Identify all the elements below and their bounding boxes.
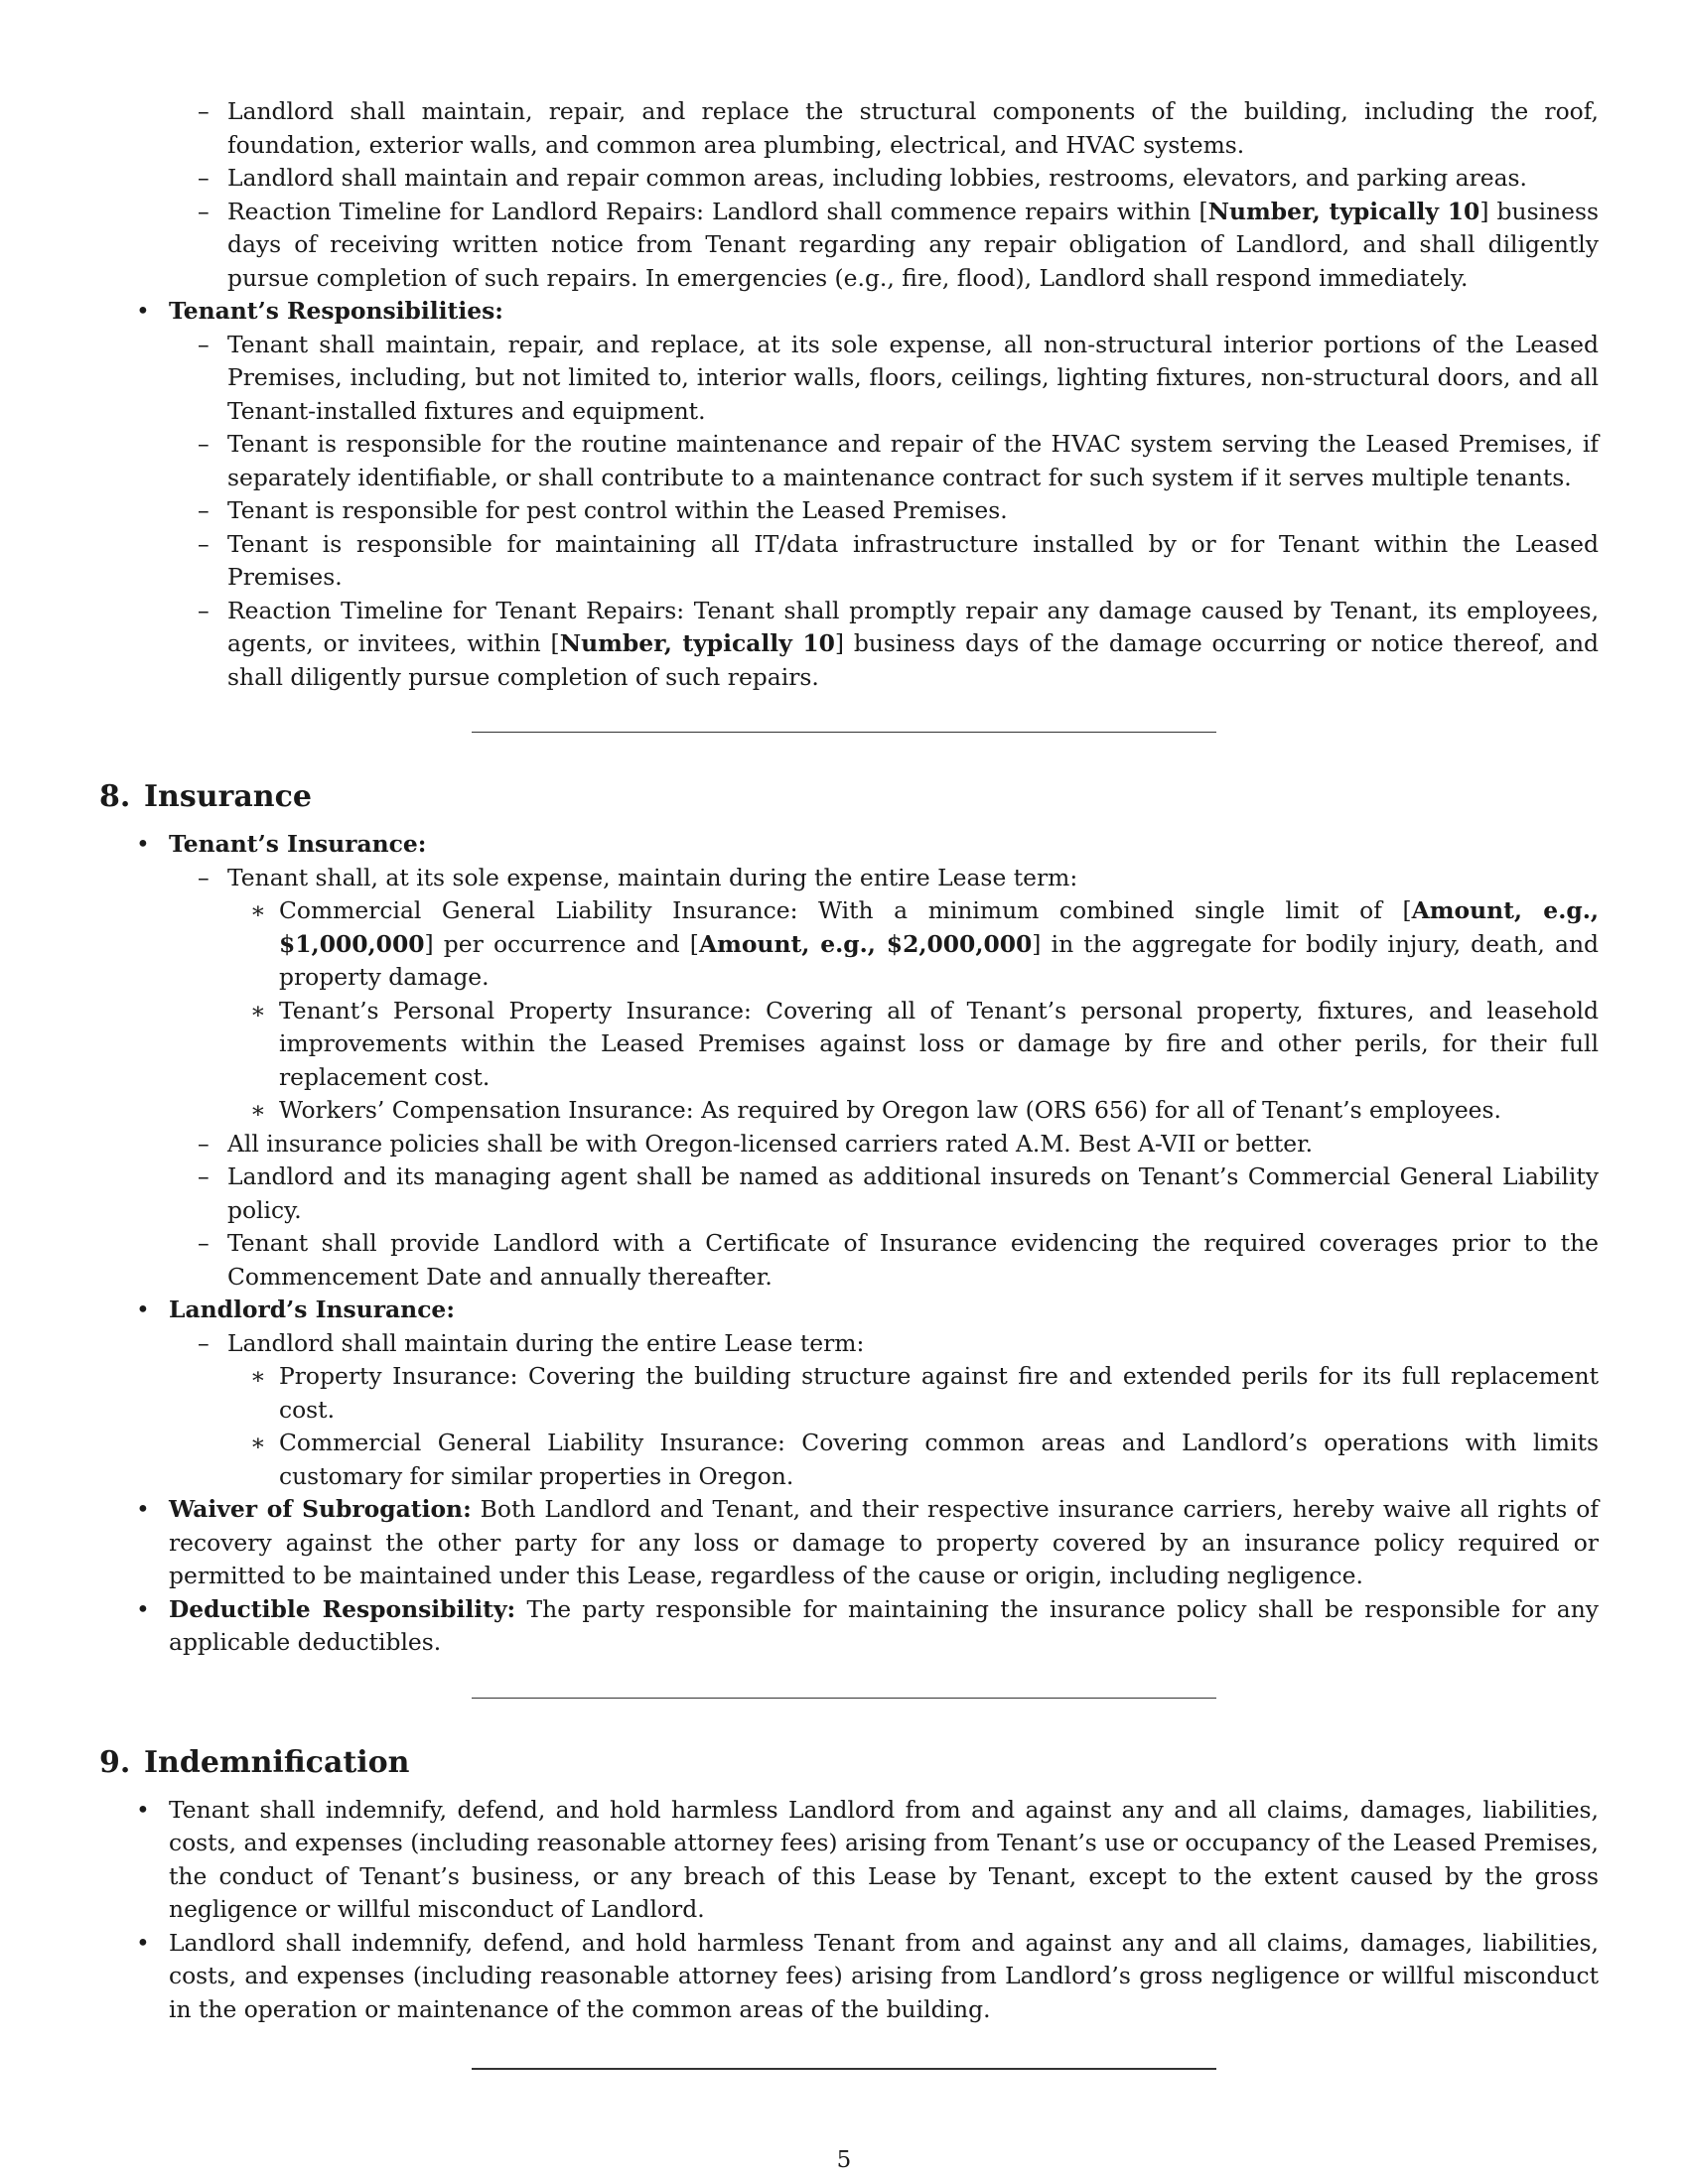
tenant-responsibilities-section — [99, 295, 1599, 329]
tenant-insurance-intro-list — [99, 862, 1599, 895]
list-item: – Reaction Timeline for Landlord Repairs: Landlord shall commence repairs within [Number, typically 10] business days of receiving written notice from Tenant regarding any repair obligation of Landlord, and shall diligently pursue completion of such repairs. In emergencies (e.g., fire, flood), Landlord shall respond immediately. — [198, 197, 1599, 292]
list-item: • Landlord shall indemnify, defend, and hold harmless Tenant from and against any and all claims, damages, liabilities, costs, and expenses (including reasonable attorney fees) arising from Landlord’s gross negligence or willful misconduct in the operation or maintenance of the common areas of the building. — [136, 1928, 1599, 2023]
list-item: ∗ Property Insurance: Covering the building structure against fire and extended perils for its full replacement cost. — [250, 1362, 1599, 1424]
page-content — [99, 95, 1599, 2070]
asterisk-marker: ∗ — [250, 1362, 266, 1390]
tenant-responsibilities-list — [99, 329, 1599, 695]
insurance-general-list — [99, 1493, 1599, 1660]
bullet-marker: • — [136, 297, 150, 325]
deductible-label: Deductible Responsibility: — [169, 1594, 516, 1623]
list-item: – Tenant shall maintain, repair, and replace, at its sole expense, all non-structural interior portions of the Leased Premises, including, but not limited to, interior walls, floors, ceilings, lighting fixtures, non-structural doors, and all Tenant-installed fixtures and equipment. — [198, 330, 1599, 425]
list-item — [99, 1294, 1599, 1327]
tenant-insurance-requirements-list — [99, 1128, 1599, 1295]
list-item: – Landlord shall maintain during the entire Lease term: — [99, 1327, 1599, 1361]
bullet-marker: • — [136, 1594, 150, 1623]
tenant-insurance-types-list — [99, 894, 1599, 1128]
dash-marker: – — [198, 863, 210, 891]
section-heading-indemnification: 9. Indemnification — [99, 1744, 410, 1780]
page-number: 5 — [836, 2147, 852, 2173]
dash-marker: – — [198, 164, 210, 192]
placeholder-value: Amount, e.g., $1,000,000 — [279, 896, 1599, 958]
dash-marker: – — [198, 330, 210, 358]
list-item: – Tenant is responsible for maintaining all IT/data infrastructure installed by or for Tenant within the Leased Premises. — [198, 529, 1599, 591]
dash-marker: – — [198, 97, 210, 125]
list-item: – Tenant is responsible for the routine maintenance and repair of the HVAC system serving the Leased Premises, if separately identifiable, or shall contribute to a maintenance contract for such system if it serves multiple tenants. — [198, 430, 1599, 491]
list-item: ∗ Commercial General Liability Insurance: Covering common areas and Landlord’s operations with limits customary for similar properties in Oregon. — [250, 1429, 1599, 1490]
list-item: – Tenant is responsible for pest control within the Leased Premises. — [99, 494, 1599, 528]
placeholder-value: Number, typically 10 — [559, 629, 835, 657]
dash-marker: – — [198, 596, 210, 624]
list-item: ∗ Workers’ Compensation Insurance: As required by Oregon law (ORS 656) for all of Tenant’s employees. — [99, 1094, 1599, 1128]
list-item: – Reaction Timeline for Tenant Repairs: Tenant shall promptly repair any damage caused by Tenant, its employees, agents, or invitees, within [Number, typically 10] business days of the damage occurring or notice thereof, and shall diligently pursue completion of such repairs. — [198, 596, 1600, 691]
dash-marker: – — [198, 197, 210, 225]
indemnification-list — [99, 1794, 1599, 2027]
dash-marker: – — [198, 1162, 210, 1190]
bullet-marker: • — [136, 1296, 150, 1323]
list-item: – Landlord and its managing agent shall be named as additional insureds on Tenant’s Commercial General Liability policy. — [198, 1162, 1599, 1224]
list-item: ∗ Commercial General Liability Insurance: With a minimum combined single limit of [Amount, e.g., $1,000,000] per occurrence and [Amount, e.g., $2,000,000] in the aggregate for bodily injury, death, and property damage. — [250, 896, 1599, 991]
landlord-responsibilities-list — [99, 95, 1599, 295]
section-divider — [472, 732, 1216, 733]
asterisk-marker: ∗ — [250, 1096, 266, 1124]
list-item: ∗ Tenant’s Personal Property Insurance: Covering all of Tenant’s personal property, fixtures, and leasehold improvements within the Leased Premises against loss or damage by fire and other perils, for their full replacement cost. — [250, 996, 1599, 1091]
bullet-marker: • — [136, 1495, 150, 1523]
placeholder-value: Number, typically 10 — [1207, 197, 1480, 225]
asterisk-marker: ∗ — [250, 996, 266, 1024]
list-item: – Landlord shall maintain and repair common areas, including lobbies, restrooms, elevators, and parking areas. — [99, 162, 1599, 196]
asterisk-marker: ∗ — [250, 1429, 266, 1456]
tenant-insurance-heading: Tenant’s Insurance: — [169, 830, 427, 858]
list-item: – All insurance policies shall be with Oregon-licensed carriers rated A.M. Best A-VII or better. — [99, 1128, 1599, 1161]
landlord-insurance-heading: Landlord’s Insurance: — [169, 1296, 455, 1323]
placeholder-value: Amount, e.g., $2,000,000 — [698, 929, 1033, 958]
list-item: – Tenant shall, at its sole expense, maintain during the entire Lease term: — [99, 862, 1599, 895]
list-item: • Deductible Responsibility: The party responsible for maintaining the insurance policy shall be responsible for any applicable deductibles. — [136, 1594, 1600, 1656]
tenant-insurance-section — [99, 828, 1599, 862]
dash-marker: – — [198, 1129, 210, 1158]
list-item: • Waiver of Subrogation: Both Landlord and Tenant, and their respective insurance carriers, hereby waive all rights of recovery against the other party for any loss or damage to property covered by an insurance policy required or permitted to be maintained under this Lease, regardless of the cause or origin, including negligence. — [136, 1495, 1599, 1589]
landlord-insurance-section — [99, 1294, 1599, 1327]
waiver-label: Waiver of Subrogation: — [169, 1495, 472, 1523]
dash-marker: – — [198, 496, 210, 524]
bullet-marker: • — [136, 830, 150, 858]
list-item: – Landlord shall maintain, repair, and replace the structural components of the building, including the roof, foundation, exterior walls, and common area plumbing, electrical, and HVAC systems. — [198, 97, 1599, 159]
asterisk-marker: ∗ — [250, 896, 266, 924]
tenant-responsibilities-heading: Tenant’s Responsibilities: — [169, 297, 503, 325]
landlord-insurance-intro-list — [99, 1327, 1599, 1361]
dash-marker: – — [198, 1229, 210, 1257]
section-heading-insurance: 8. Insurance — [99, 779, 312, 814]
list-item: – Tenant shall provide Landlord with a Certificate of Insurance evidencing the required coverages prior to the Commencement Date and annually thereafter. — [198, 1229, 1599, 1291]
bullet-marker: • — [136, 1928, 150, 1957]
landlord-insurance-types-list — [99, 1360, 1599, 1493]
list-item — [99, 828, 1599, 862]
section-divider — [472, 2068, 1216, 2070]
list-item: • Tenant shall indemnify, defend, and hold harmless Landlord from and against any and all claims, damages, liabilities, costs, and expenses (including reasonable attorney fees) arising from Tenant’s use or occupancy of the Leased Premises, the conduct of Tenant’s business, or any breach of this Lease by Tenant, except to the extent caused by the gross negligence or willful misconduct of Landlord. — [136, 1795, 1599, 1923]
list-item — [99, 295, 1599, 329]
dash-marker: – — [198, 430, 210, 458]
section-divider — [472, 1698, 1216, 1699]
dash-marker: – — [198, 529, 210, 558]
dash-marker: – — [198, 1328, 210, 1357]
bullet-marker: • — [136, 1795, 150, 1824]
